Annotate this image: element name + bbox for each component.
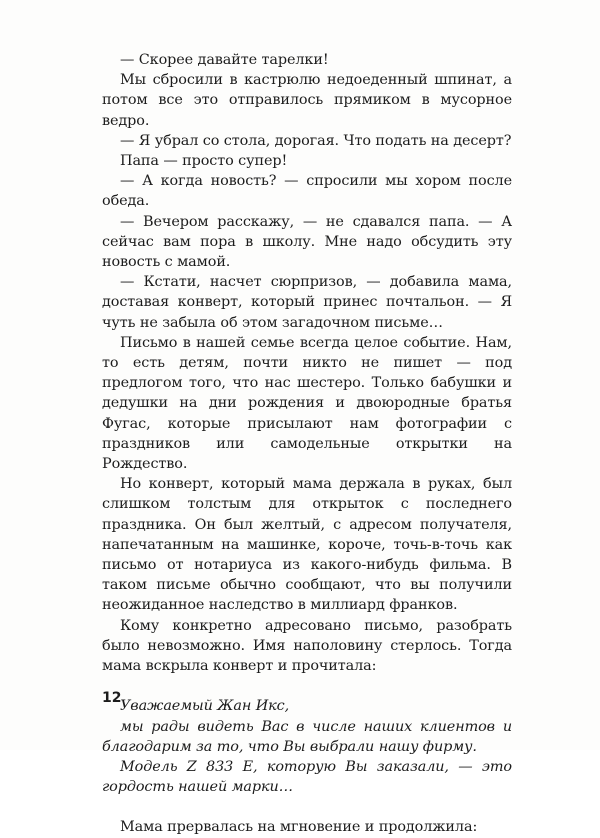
spacer [102, 676, 512, 696]
closing-paragraph: Мама прервалась на мгновение и продолжила: [120, 819, 478, 836]
paragraph: — А когда новость? — спросили мы хором после обеда. [102, 173, 512, 210]
paragraph: Но конверт, который мама держала в руках, был слишком толстым для открыток с последнего праздника. Он был желтый, с адресом получателя, напечатанным на машинке, короче, точь-в-точь как письмо от нотариуса из какого-нибудь фильма. В таком письме обычно сообщают, что вы получили неожиданное наследство в миллиард франков. [102, 476, 512, 614]
paragraph: Мы сбросили в кастрюлю недоеденный шпинат, а потом все это отправилось прямиком в мусорное ведро. [102, 72, 512, 129]
paragraph: Кому конкретно адресовано письмо, разобрать было невозможно. Имя наполовину стерлось. Тогда мама вскрыла конверт и прочитала: [102, 617, 512, 675]
letter-line: мы рады видеть Вас в числе наших клиентов и благодарим за то, что Вы выбрали нашу фирму. [102, 718, 512, 755]
paragraph: Папа — просто супер! [120, 153, 288, 170]
paragraph: — Вечером расскажу, — не сдавался папа. — А сейчас вам пора в школу. Мне надо обсудить эту новость с мамой. [102, 213, 512, 271]
letter-line: Модель Z 833 E, которую Вы заказали, — это гордость нашей марки… [102, 758, 512, 796]
paragraph: — Скорее давайте тарелки! [120, 52, 329, 68]
page-number: 12 [102, 690, 122, 706]
paragraph: Письмо в нашей семье всегда целое событие. Нам, то есть детям, почти никто не пишет — под предлогом того, что нас шестеро. Только бабушки и дедушки на дни рождения и двоюродные братья Фугас, которые присылают нам фотографии с праздников или самодельные открытки на Рождество. [102, 334, 512, 473]
body-text [102, 50, 512, 838]
paragraph: — Кстати, насчет сюрпризов, — добавила мама, доставая конверт, который принес почтальон. — Я чуть не забыла об этом загадочном письме… [102, 274, 512, 331]
letter-greeting: Уважаемый Жан Икс, [120, 698, 290, 715]
paragraph: — Я убрал со стола, дорогая. Что подать на десерт? [120, 132, 512, 149]
spacer [102, 797, 512, 817]
